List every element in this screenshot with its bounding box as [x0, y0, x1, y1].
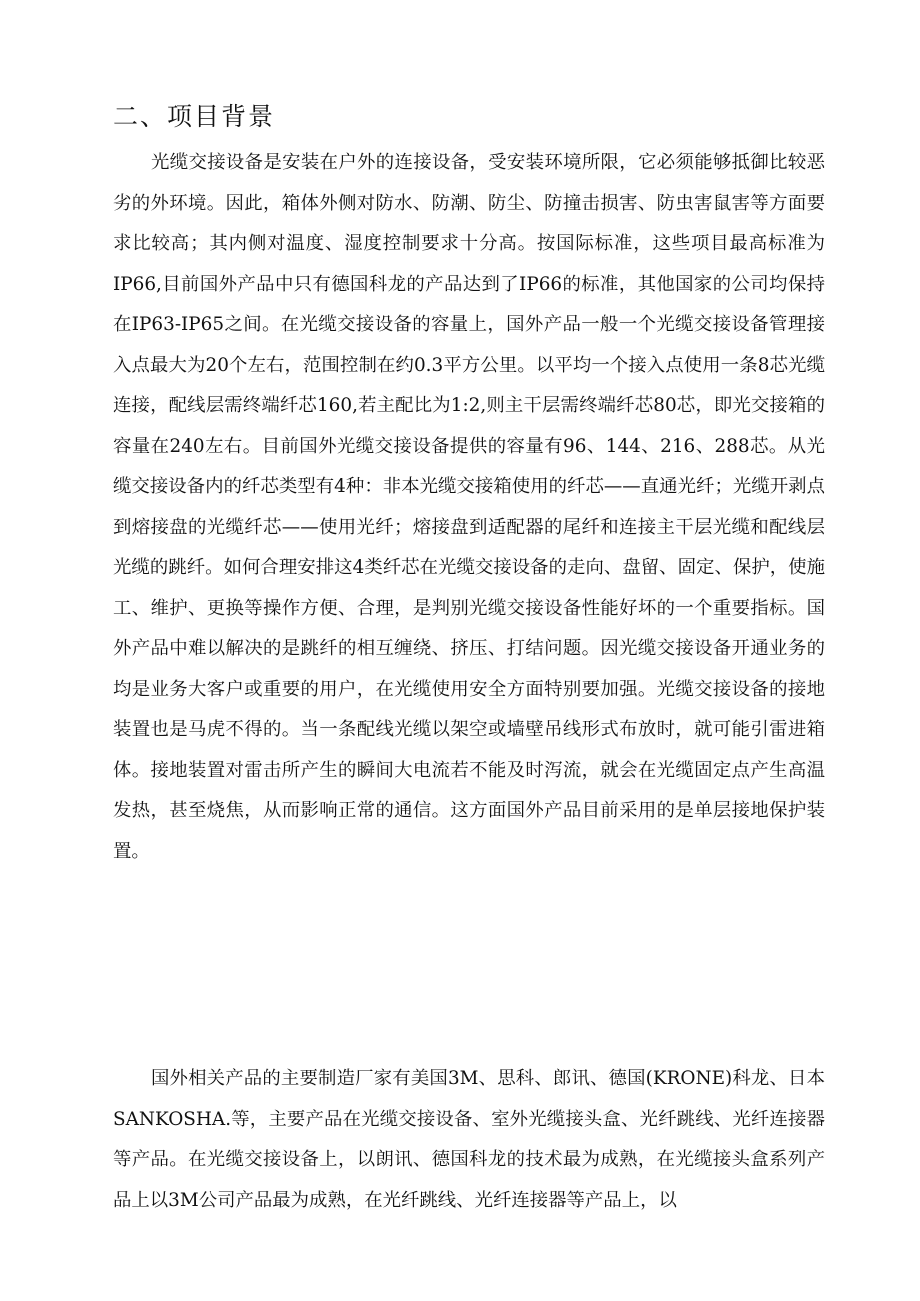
paragraph-background-1: 光缆交接设备是安装在户外的连接设备，受安装环境所限，它必须能够抵御比较恶劣的外环境。因此，箱体外侧对防水、防潮、防尘、防撞击损害、防虫害鼠害等方面要求比较高；其内侧对温度、湿度控制要求十分高。按国际标准，这些项目最高标准为IP66,目前国外产品中只有德国科龙的产品达到了IP66的标准，其他国家的公司均保持在IP63-IP65之间。在光缆交接设备的容量上，国外产品一般一个光缆交接设备管理接入点最大为20个左右，范围控制在约0.3平方公里。以平均一个接入点使用一条8芯光缆连接，配线层需终端纤芯160,若主配比为1:2,则主干层需终端纤芯80芯，即光交接箱的容量在240左右。目前国外光缆交接设备提供的容量有96、144、216、288芯。从光缆交接设备内的纤芯类型有4种：非本光缆交接箱使用的纤芯——直通光纤；光缆开剥点到熔接盘的光缆纤芯——使用光纤；熔接盘到适配器的尾纤和连接主干层光缆和配线层光缆的跳纤。如何合理安排这4类纤芯在光缆交接设备的走向、盘留、固定、保护，使施工、维护、更换等操作方便、合理，是判别光缆交接设备性能好坏的一个重要指标。国外产品中难以解决的是跳纤的相互缠绕、挤压、打结问题。因光缆交接设备开通业务的均是业务大客户或重要的用户，在光缆使用安全方面特别要加强。光缆交接设备的接地装置也是马虎不得的。当一条配线光缆以架空或墙壁吊线形式布放时，就可能引雷进箱体。接地装置对雷击所产生的瞬间大电流若不能及时泻流，就会在光缆固定点产生高温发热，甚至烧焦，从而影响正常的通信。这方面国外产品目前采用的是单层接地保护装置。 — [113, 152, 825, 862]
section-heading: 二、项目背景 — [113, 102, 276, 131]
paragraph-background-2: 国外相关产品的主要制造厂家有美国3M、思科、郎讯、德国(KRONE)科龙、日本SANKOSHA.等，主要产品在光缆交接设备、室外光缆接头盒、光纤跳线、光纤连接器等产品。在光缆交接设备上，以朗讯、德国科龙的技术最为成熟，在光缆接头盒系列产品上以3M公司产品最为成熟，在光纤跳线、光纤连接器等产品上，以 — [113, 1068, 825, 1211]
